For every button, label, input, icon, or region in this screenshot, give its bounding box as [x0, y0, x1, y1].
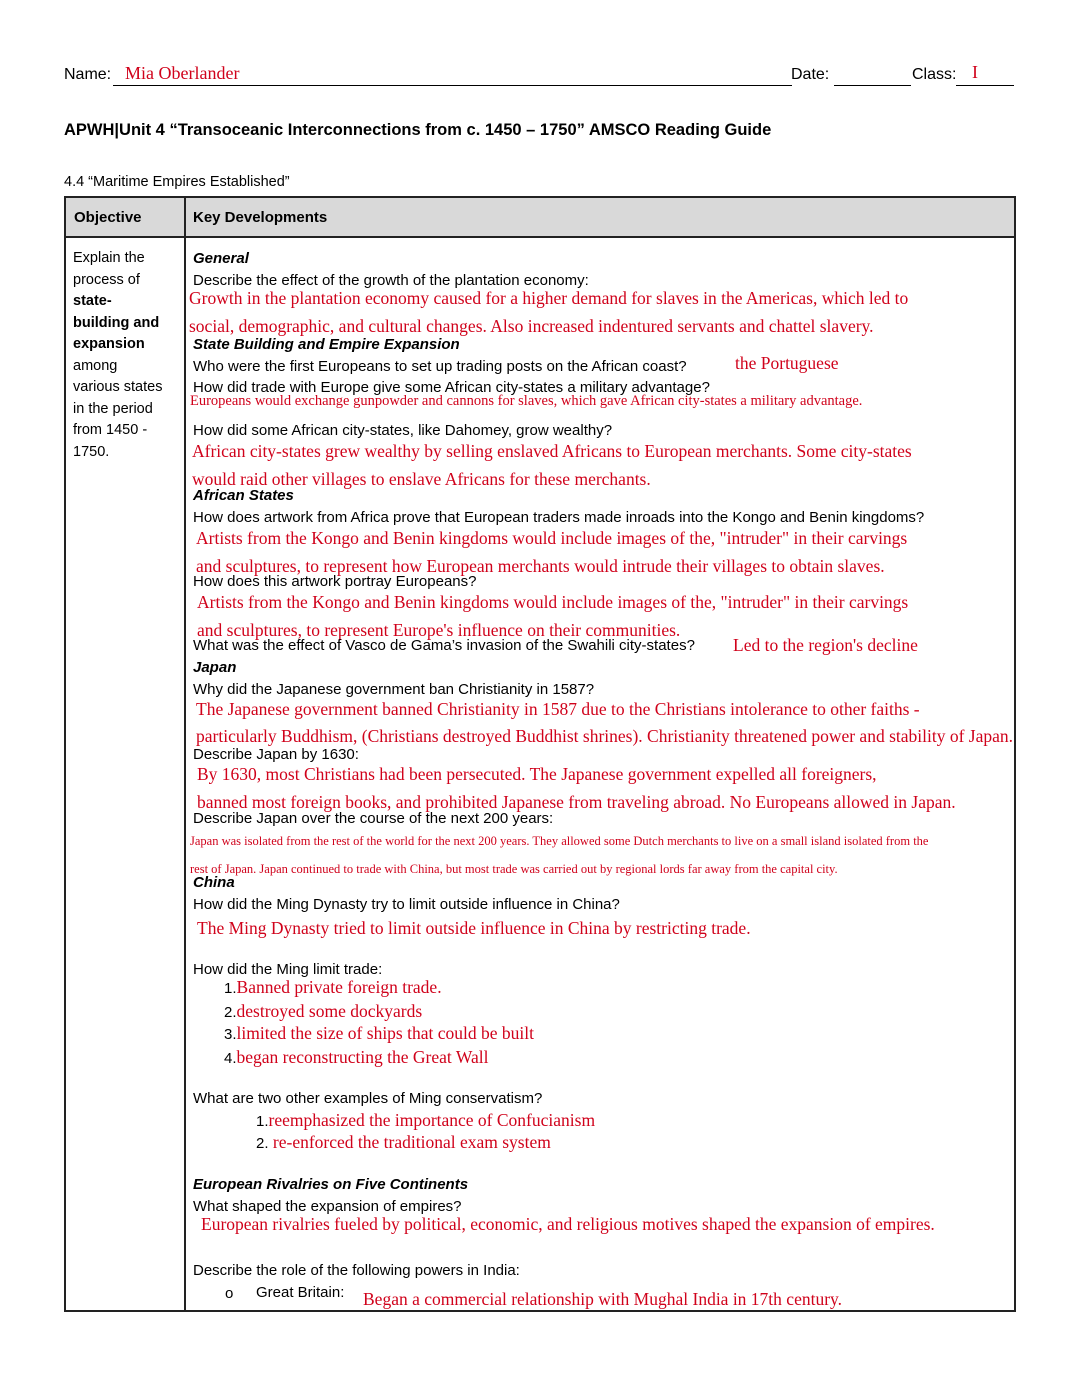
question: Why did the Japanese government ban Christianity in 1587?: [193, 681, 595, 698]
list-item: 2.destroyed some dockyards: [224, 1001, 423, 1021]
answer: Europeans would exchange gunpowder and cannons for slaves, which gave African city-states a military advantage.: [190, 393, 863, 409]
general-heading: General: [193, 250, 249, 267]
answer: and sculptures, to represent how European merchants would intrude their villages to obtain slaves.: [196, 556, 885, 576]
list-item: 1.reemphasized the importance of Confucianism: [256, 1110, 596, 1130]
list-item: 1.Banned private foreign trade.: [224, 977, 442, 997]
question: How did the Ming limit trade:: [193, 961, 383, 978]
question: Describe the effect of the growth of the plantation economy:: [193, 272, 589, 289]
answer: Artists from the Kongo and Benin kingdoms would include images of the, "intruder" in their carvings: [197, 592, 909, 612]
objective-text: [73, 248, 181, 463]
china-heading: China: [193, 874, 235, 891]
objective-line: Explain the: [73, 250, 145, 266]
answer: By 1630, most Christians had been persecuted. The Japanese government expelled all foreigners,: [197, 764, 877, 784]
section-title: 4.4 “Maritime Empires Established”: [64, 174, 290, 190]
answer: Artists from the Kongo and Benin kingdoms would include images of the, "intruder" in their carvings: [196, 528, 908, 548]
objective-line: building and: [73, 314, 160, 331]
list-item: 2. re-enforced the traditional exam system: [256, 1132, 551, 1152]
question: How does this artwork portray Europeans?: [193, 573, 477, 590]
answer: Led to the region's decline: [733, 635, 918, 655]
question: What shaped the expansion of empires?: [193, 1198, 462, 1215]
state-building-heading: State Building and Empire Expansion: [193, 336, 460, 353]
objective-header: Objective: [74, 209, 142, 226]
objective-line: state-: [73, 293, 112, 309]
answer: African city-states grew wealthy by selling enslaved Africans to European merchants. Some city-states: [192, 441, 912, 461]
japan-heading: Japan: [193, 659, 237, 676]
question: How did the Ming Dynasty try to limit outside influence in China?: [193, 896, 620, 913]
answer: social, demographic, and cultural changes. Also increased indentured servants and chattel slavery.: [189, 316, 874, 336]
answer: European rivalries fueled by political, economic, and religious motives shaped the expansion of empires.: [201, 1214, 935, 1234]
question: What are two other examples of Ming conservatism?: [193, 1090, 543, 1107]
answer: and sculptures, to represent Europe's influence on their communities.: [197, 620, 681, 640]
question: Who were the first Europeans to set up trading posts on the African coast?: [193, 358, 687, 375]
class-value: I: [972, 62, 978, 82]
question: Describe Japan over the course of the next 200 years:: [193, 810, 554, 827]
list-item: 4.began reconstructing the Great Wall: [224, 1047, 489, 1067]
question: Describe the role of the following powers in India:: [193, 1262, 520, 1279]
great-britain-label: Great Britain:: [256, 1284, 345, 1301]
answer: The Ming Dynasty tried to limit outside influence in China by restricting trade.: [197, 918, 751, 938]
question: How did trade with Europe give some African city-states a military advantage?: [193, 379, 710, 396]
objective-line: from 1450 -: [73, 422, 148, 438]
objective-line: among: [73, 357, 118, 374]
name-underline: [113, 85, 792, 86]
objective-line: in the period: [73, 400, 153, 417]
name-label: Name:: [64, 66, 112, 83]
key-developments-header: Key Developments: [193, 209, 328, 226]
date-label: Date:: [791, 66, 830, 83]
page-title: APWH|Unit 4 “Transoceanic Interconnections from c. 1450 – 1750” AMSCO Reading Guide: [64, 121, 772, 139]
answer: particularly Buddhism, (Christians destroyed Buddhist shrines). Christianity threatened power and stability of Japan.: [196, 726, 1014, 746]
objective-line: various states: [73, 379, 163, 395]
answer: The Japanese government banned Christianity in 1587 due to the Christians intolerance to other faiths -: [196, 699, 920, 719]
list-item: 3.limited the size of ships that could be built: [224, 1023, 534, 1043]
question: How does artwork from Africa prove that European traders made inroads into the Kongo and Benin kingdoms?: [193, 509, 925, 526]
answer: rest of Japan. Japan continued to trade with China, but most trade was carried out by regional lords far away from the capital city.: [190, 862, 838, 876]
answer: banned most foreign books, and prohibited Japanese from traveling abroad. No Europeans allowed in Japan.: [197, 792, 956, 812]
answer: Growth in the plantation economy caused for a higher demand for slaves in the Americas, which led to: [189, 288, 909, 308]
name-value: Mia Oberlander: [125, 63, 240, 83]
class-underline: [956, 85, 1014, 86]
objective-line: 1750.: [73, 443, 110, 460]
answer: Began a commercial relationship with Mughal India in 17th century.: [363, 1289, 843, 1309]
question: What was the effect of Vasco de Gama’s invasion of the Swahili city-states?: [193, 637, 695, 654]
objective-line: expansion: [73, 336, 145, 352]
objective-line: process of: [73, 271, 140, 288]
bullet-icon: o: [225, 1285, 234, 1302]
date-underline: [834, 85, 911, 86]
question: How did some African city-states, like Dahomey, grow wealthy?: [193, 422, 613, 439]
answer: Japan was isolated from the rest of the world for the next 200 years. They allowed some Dutch merchants to live on a small island isolated from the: [190, 834, 929, 848]
african-states-heading: African States: [193, 487, 294, 504]
column-divider: [184, 198, 186, 1310]
question: Describe Japan by 1630:: [193, 746, 359, 763]
answer: would raid other villages to enslave Africans for these merchants.: [192, 469, 651, 489]
rivalries-heading: European Rivalries on Five Continents: [193, 1176, 469, 1193]
class-label: Class:: [912, 66, 957, 83]
answer: the Portuguese: [735, 353, 839, 373]
